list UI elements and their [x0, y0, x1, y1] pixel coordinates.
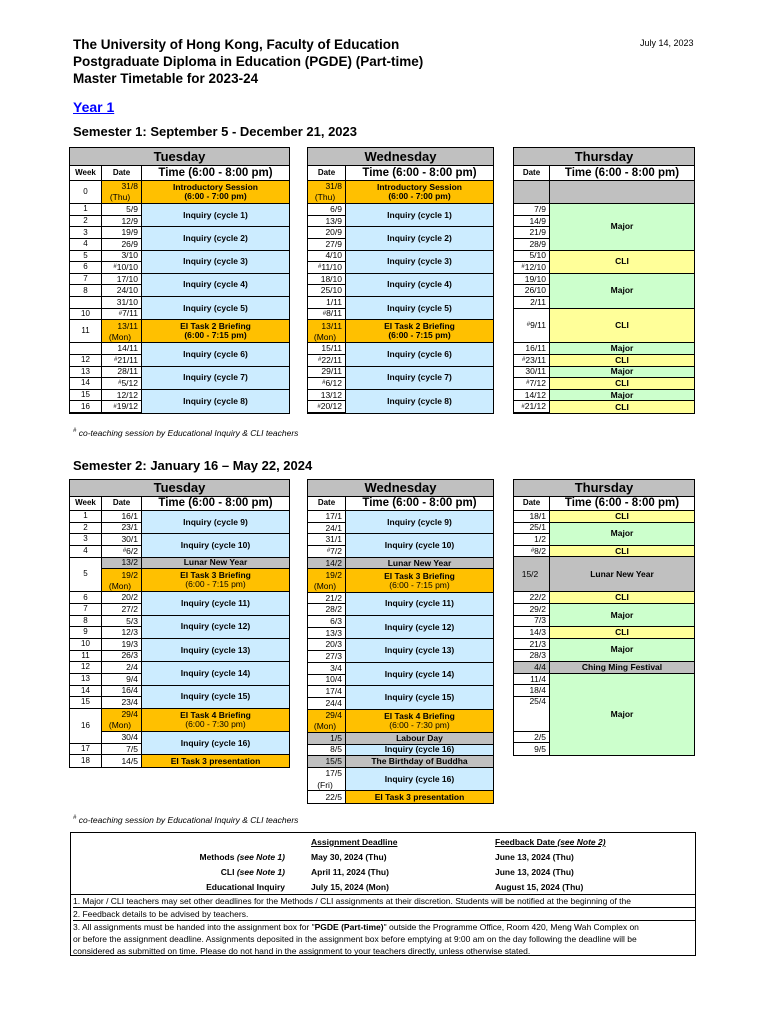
activity-cell: Inquiry (cycle 16) — [142, 732, 289, 755]
date-cell: # 9/11 — [514, 309, 550, 344]
date-cell: 17/1 — [308, 511, 346, 523]
date-cell: 14/12 — [514, 390, 550, 402]
date-cell: 27/2 — [102, 604, 142, 616]
date-cell: 29/4 — [308, 710, 346, 722]
activity-cell: Inquiry (cycle 5) — [346, 297, 493, 320]
activity-cell: Inquiry (cycle 15) — [142, 686, 289, 709]
week-cell: 13 — [70, 367, 102, 379]
activity-cell: Inquiry (cycle 5) — [142, 297, 289, 320]
activity-cell: Inquiry (cycle 3) — [346, 251, 493, 274]
day-header: Thursday — [514, 148, 694, 166]
date-cell: 31/1 — [308, 534, 346, 546]
date-cell: 24/10 — [102, 285, 142, 297]
week-cell: 3 — [70, 534, 102, 546]
week-cell: 16 — [70, 401, 102, 413]
activity-cell: Inquiry (cycle 16) — [346, 745, 493, 757]
week-cell: 14 — [70, 378, 102, 390]
date-cell: 2/5 — [514, 732, 550, 744]
note-3: 3. All assignments must be handed into the assignment box for "PGDE (Part-time)" outside the Programme Office, Room 420, Meng Wah Complex on or before the assignment deadline. Assignments deposited in the assignment box before emptying at 9:00 am on the day following the deadline will be considered as submitted on time. Please do not hand in the assignment to your teachers directly, unless otherwise stated. — [73, 922, 639, 956]
date-cell: # 21/11 — [102, 355, 142, 367]
date-cell: # 7/12 — [514, 378, 550, 390]
date-cell: 4/10 — [308, 251, 346, 263]
activity-cell: Inquiry (cycle 4) — [346, 274, 493, 297]
col-time: Time (6:00 - 8:00 pm) — [550, 166, 694, 181]
date-cell: 19/2 — [102, 569, 142, 581]
col-date: Date — [308, 166, 346, 181]
date-cell: 20/9 — [308, 227, 346, 239]
activity-cell: EI Task 4 Briefing (6:00 - 7:30 pm) — [142, 709, 289, 732]
week-cell: 0 — [70, 181, 102, 204]
activity-cell: Inquiry (cycle 11) — [142, 592, 289, 615]
date-cell: 27/9 — [308, 239, 346, 251]
activity-cell: Inquiry (cycle 15) — [346, 686, 493, 709]
date-cell: # 12/10 — [514, 262, 550, 274]
title-line-3: Master Timetable for 2023-24 — [73, 71, 259, 86]
activity-cell: The Birthday of Buddha — [346, 756, 493, 768]
date-cell: 30/4 — [102, 732, 142, 744]
title-line-2: Postgraduate Diploma in Education (PGDE) (Part-time) — [73, 54, 424, 69]
day-header: Tuesday — [70, 148, 289, 166]
activity-cell: Inquiry (cycle 13) — [142, 639, 289, 662]
assignment-deadline: May 30, 2024 (Thu) — [311, 852, 387, 862]
note-2: 2. Feedback details to be advised by teachers. — [73, 908, 695, 921]
date-cell: 17/10 — [102, 274, 142, 286]
col-time: Time (6:00 - 8:00 pm) — [142, 166, 289, 181]
date-cell: 28/11 — [102, 367, 142, 379]
week-cell: 1 — [70, 204, 102, 216]
activity-cell: CLI — [550, 309, 694, 344]
date-cell: (Mon) — [102, 332, 142, 344]
date-cell: 3/10 — [102, 251, 142, 263]
activity-cell: Major — [550, 639, 694, 662]
date-cell: 28/2 — [308, 604, 346, 616]
col-week: Week — [70, 166, 102, 181]
week-cell: 4 — [70, 239, 102, 251]
activity-cell: Inquiry (cycle 8) — [346, 390, 493, 413]
activity-cell: Major — [550, 343, 694, 355]
activity-cell: EI Task 2 Briefing (6:00 - 7:15 pm) — [142, 320, 289, 343]
date-cell: 13/11 — [308, 320, 346, 332]
date-cell: 7/3 — [514, 616, 550, 628]
date-cell: 14/3 — [514, 627, 550, 639]
year-link[interactable]: Year 1 — [73, 99, 115, 115]
date-cell: 10/4 — [308, 675, 346, 687]
activity-cell: CLI — [550, 251, 694, 274]
date-cell: 19/2 — [308, 569, 346, 581]
date-cell: 9/5 — [514, 743, 550, 755]
date-cell: 5/3 — [102, 616, 142, 628]
date-cell: 7/5 — [102, 744, 142, 756]
week-cell: 7 — [70, 604, 102, 616]
week-cell: 12 — [70, 355, 102, 367]
date-cell: (Fri) — [308, 780, 346, 792]
sem2-tuesday-table — [69, 479, 290, 768]
week-cell: 6 — [70, 262, 102, 274]
date-cell: (Thu) — [102, 193, 142, 205]
assignment-deadline: July 15, 2024 (Mon) — [311, 882, 389, 892]
day-header: Wednesday — [308, 148, 493, 166]
date-cell: 19/9 — [102, 227, 142, 239]
feedback-date: June 13, 2024 (Thu) — [495, 867, 574, 877]
col-time: Time (6:00 - 8:00 pm) — [346, 497, 493, 511]
col-date: Date — [514, 166, 550, 181]
date-cell: 21/3 — [514, 639, 550, 651]
date-cell: 17/4 — [308, 686, 346, 698]
sem1-thursday-table — [513, 147, 695, 414]
semester-1-heading: Semester 1: September 5 - December 21, 2023 — [73, 124, 357, 139]
date-cell: # 21/12 — [514, 401, 550, 413]
week-cell: 5 — [70, 251, 102, 263]
date-cell: 14/11 — [102, 343, 142, 355]
footnote-2: # co-teaching session by Educational Inquiry & CLI teachers — [73, 815, 299, 825]
semester-2-heading: Semester 2: January 16 – May 22, 2024 — [73, 458, 313, 473]
date-cell: 26/9 — [102, 239, 142, 251]
activity-cell: EI Task 3 Briefing (6:00 - 7:15 pm) — [142, 569, 289, 592]
date-cell: (Mon) — [102, 720, 142, 732]
activity-cell: CLI — [550, 592, 694, 604]
activity-cell: Inquiry (cycle 12) — [346, 616, 493, 639]
activity-cell: Inquiry (cycle 6) — [142, 343, 289, 366]
date-cell: 31/8 — [308, 181, 346, 193]
date-cell: 6/3 — [308, 616, 346, 628]
date-cell: 19/3 — [102, 639, 142, 651]
assignment-deadline-header: Assignment Deadline — [311, 837, 398, 847]
date-cell: 19/10 — [514, 274, 550, 286]
date-cell: 4/4 — [514, 662, 550, 674]
date-cell: 20/3 — [308, 639, 346, 651]
date-cell: 8/5 — [308, 745, 346, 757]
note-1: 1. Major / CLI teachers may set other deadlines for the Methods / CLI assignments at their discretion. Students will be notified at the beginning of the — [73, 895, 695, 908]
sem1-wednesday-table — [307, 147, 494, 414]
activity-cell: Inquiry (cycle 12) — [142, 616, 289, 639]
date-cell: 22/2 — [514, 592, 550, 604]
activity-cell: EI Task 2 Briefing (6:00 - 7:15 pm) — [346, 320, 493, 343]
assignment-deadline: April 11, 2024 (Thu) — [311, 867, 389, 877]
date-cell: 24/1 — [308, 523, 346, 535]
date-cell: # 8/2 — [514, 546, 550, 558]
activity-cell: Lunar New Year — [346, 558, 493, 570]
col-date: Date — [514, 497, 550, 511]
date-cell: 29/11 — [308, 367, 346, 379]
assignment-label: CLI (see Note 1) — [220, 867, 285, 877]
date-cell: 27/3 — [308, 651, 346, 663]
activity-cell: CLI — [550, 355, 694, 367]
day-header: Thursday — [514, 480, 694, 497]
week-cell: 13 — [70, 674, 102, 686]
date-cell: 12/9 — [102, 216, 142, 228]
date-cell: 16/1 — [102, 511, 142, 523]
co-teaching-mark: # — [113, 264, 117, 271]
date-cell: 15/2 — [514, 557, 550, 592]
week-cell: 5 — [70, 558, 102, 593]
week-cell: 12 — [70, 662, 102, 674]
activity-cell: Inquiry (cycle 7) — [142, 367, 289, 390]
date-cell: # 20/12 — [308, 401, 346, 413]
assignment-deadlines-box — [70, 832, 696, 956]
date-cell: 12/3 — [102, 627, 142, 639]
week-cell: 2 — [70, 523, 102, 535]
activity-cell: Inquiry (cycle 2) — [142, 227, 289, 250]
week-cell: 17 — [70, 744, 102, 756]
activity-cell: Inquiry (cycle 9) — [142, 511, 289, 534]
activity-cell: Inquiry (cycle 1) — [346, 204, 493, 227]
date-cell: 26/3 — [102, 651, 142, 663]
week-cell: 6 — [70, 592, 102, 604]
activity-cell: Major — [550, 390, 694, 402]
title-line-1: The University of Hong Kong, Faculty of Education — [73, 37, 400, 52]
activity-cell: EI Task 3 presentation — [346, 791, 493, 803]
date-cell: (Thu) — [308, 193, 346, 205]
date-cell: 23/1 — [102, 523, 142, 535]
activity-cell: Inquiry (cycle 14) — [142, 662, 289, 685]
date-cell: 2/4 — [102, 662, 142, 674]
week-cell: 2 — [70, 216, 102, 228]
col-time: Time (6:00 - 8:00 pm) — [142, 497, 289, 511]
activity-cell: EI Task 4 Briefing (6:00 - 7:30 pm) — [346, 710, 493, 733]
date-cell: 18/10 — [308, 274, 346, 286]
date-cell: # 6/12 — [308, 378, 346, 390]
col-time: Time (6:00 - 8:00 pm) — [550, 497, 694, 511]
activity-cell: Major — [550, 204, 694, 250]
date-cell: # 10/10 — [102, 262, 142, 274]
date-cell: (Mon) — [308, 581, 346, 593]
week-cell: 8 — [70, 285, 102, 297]
date-cell: 26/10 — [514, 285, 550, 297]
date-cell: # 6/2 — [102, 546, 142, 558]
week-cell: 9 — [70, 627, 102, 639]
date-cell: 21/9 — [514, 227, 550, 239]
date-cell: 23/4 — [102, 697, 142, 709]
date-cell: 2/11 — [514, 297, 550, 309]
footnote-1: # co-teaching session by Educational Inquiry & CLI teachers — [73, 428, 299, 438]
date-cell: # 11/10 — [308, 262, 346, 274]
document-title — [73, 36, 423, 87]
empty-cell — [514, 181, 550, 204]
empty-cell — [550, 181, 694, 204]
week-cell: 10 — [70, 639, 102, 651]
week-cell — [70, 343, 102, 355]
date-cell: 31/10 — [102, 297, 142, 309]
date-cell: # 7/2 — [308, 546, 346, 558]
date-cell: 3/4 — [308, 663, 346, 675]
week-cell: 16 — [70, 709, 102, 744]
activity-cell: Inquiry (cycle 14) — [346, 663, 493, 686]
date-cell: 30/1 — [102, 534, 142, 546]
date-cell: 28/3 — [514, 650, 550, 662]
activity-cell: Inquiry (cycle 6) — [346, 343, 493, 366]
date-cell: 17/5 — [308, 768, 346, 780]
week-cell: 15 — [70, 390, 102, 402]
date-cell: 25/1 — [514, 523, 550, 535]
date-cell: 5/9 — [102, 204, 142, 216]
activity-cell: Major — [550, 274, 694, 309]
activity-cell: CLI — [550, 401, 694, 413]
date-cell: 24/4 — [308, 698, 346, 710]
date-cell: # 7/11 — [102, 309, 142, 321]
date-cell: 13/2 — [102, 558, 142, 570]
col-week: Week — [70, 497, 102, 511]
activity-cell: Inquiry (cycle 2) — [346, 227, 493, 250]
date-cell: (Mon) — [308, 332, 346, 344]
date-cell: 15/11 — [308, 343, 346, 355]
date-cell: 15/5 — [308, 756, 346, 768]
date-cell: 14/9 — [514, 216, 550, 228]
feedback-date: June 13, 2024 (Thu) — [495, 852, 574, 862]
date-cell: 13/12 — [308, 390, 346, 402]
date-cell: 11/4 — [514, 674, 550, 686]
week-cell: 8 — [70, 616, 102, 628]
activity-cell: Inquiry (cycle 4) — [142, 274, 289, 297]
activity-cell: Ching Ming Festival — [550, 662, 694, 674]
date-cell: 1/11 — [308, 297, 346, 309]
activity-cell: Introductory Session (6:00 - 7:00 pm) — [346, 181, 493, 204]
col-date: Date — [308, 497, 346, 511]
date-cell: 22/5 — [308, 791, 346, 803]
date-cell: 13/11 — [102, 320, 142, 332]
date-cell: 16/11 — [514, 343, 550, 355]
feedback-date-header: Feedback Date (see Note 2) — [495, 837, 606, 847]
date-cell: 20/2 — [102, 592, 142, 604]
activity-cell: Inquiry (cycle 9) — [346, 511, 493, 534]
date-cell: # 5/12 — [102, 378, 142, 390]
week-cell: 11 — [70, 651, 102, 663]
date-cell: 6/9 — [308, 204, 346, 216]
assignment-notes — [71, 894, 695, 957]
sem2-wednesday-table — [307, 479, 494, 804]
activity-cell: CLI — [550, 511, 694, 523]
sem1-tuesday-table — [69, 147, 290, 414]
date-cell: # 8/11 — [308, 309, 346, 321]
assignment-label: Methods (see Note 1) — [199, 852, 285, 862]
date-cell: 5/10 — [514, 251, 550, 263]
week-cell — [70, 297, 102, 309]
date-cell: 9/4 — [102, 674, 142, 686]
activity-cell: Labour Day — [346, 733, 493, 745]
activity-cell: Inquiry (cycle 3) — [142, 251, 289, 274]
week-cell: 3 — [70, 227, 102, 239]
date-cell: 31/8 — [102, 181, 142, 193]
date-cell: 14/2 — [308, 558, 346, 570]
date-cell: 16/4 — [102, 686, 142, 698]
date-cell: 18/1 — [514, 511, 550, 523]
activity-cell: Inquiry (cycle 8) — [142, 390, 289, 413]
activity-cell: EI Task 3 Briefing (6:00 - 7:15 pm) — [346, 569, 493, 592]
col-date: Date — [102, 497, 142, 511]
date-cell: # 19/12 — [102, 401, 142, 413]
date-cell: 12/12 — [102, 390, 142, 402]
col-time: Time (6:00 - 8:00 pm) — [346, 166, 493, 181]
day-header: Tuesday — [70, 480, 289, 497]
week-cell: 7 — [70, 274, 102, 286]
week-cell: 11 — [70, 320, 102, 343]
date-cell: 30/11 — [514, 367, 550, 379]
activity-cell: Inquiry (cycle 11) — [346, 593, 493, 616]
activity-cell: Inquiry (cycle 10) — [142, 534, 289, 557]
week-cell: 1 — [70, 511, 102, 523]
activity-cell: Lunar New Year — [142, 558, 289, 570]
activity-cell: Lunar New Year — [550, 557, 694, 592]
date-cell: 18/4 — [514, 685, 550, 697]
activity-cell: Major — [550, 367, 694, 379]
date-cell: 1/5 — [308, 733, 346, 745]
activity-cell: Major — [550, 674, 694, 755]
date-cell: 1/2 — [514, 534, 550, 546]
date-cell: 29/2 — [514, 604, 550, 616]
date-cell: 13/3 — [308, 628, 346, 640]
date-cell: (Mon) — [102, 581, 142, 593]
week-cell: 4 — [70, 546, 102, 558]
feedback-date: August 15, 2024 (Thu) — [495, 882, 584, 892]
date-cell: (Mon) — [308, 721, 346, 733]
activity-cell: Inquiry (cycle 7) — [346, 367, 493, 390]
activity-cell: Inquiry (cycle 10) — [346, 534, 493, 557]
date-cell: 25/10 — [308, 285, 346, 297]
day-header: Wednesday — [308, 480, 493, 497]
date-cell: 25/4 — [514, 697, 550, 732]
date-cell: 14/5 — [102, 755, 142, 767]
assignment-label: Educational Inquiry — [206, 882, 285, 892]
activity-cell: Introductory Session (6:00 - 7:00 pm) — [142, 181, 289, 204]
date-cell: 13/9 — [308, 216, 346, 228]
activity-cell: EI Task 3 presentation — [142, 755, 289, 767]
activity-cell: CLI — [550, 378, 694, 390]
activity-cell: CLI — [550, 546, 694, 558]
activity-cell: CLI — [550, 627, 694, 639]
sem2-thursday-table — [513, 479, 695, 756]
activity-cell: Major — [550, 604, 694, 627]
week-cell: 18 — [70, 755, 102, 767]
date-cell: 21/2 — [308, 593, 346, 605]
date-cell: 7/9 — [514, 204, 550, 216]
document-date: July 14, 2023 — [640, 38, 694, 48]
date-cell: # 22/11 — [308, 355, 346, 367]
activity-cell: Inquiry (cycle 16) — [346, 768, 493, 791]
activity-cell: Inquiry (cycle 13) — [346, 639, 493, 662]
date-cell: 28/9 — [514, 239, 550, 251]
col-date: Date — [102, 166, 142, 181]
week-cell: 15 — [70, 697, 102, 709]
date-cell: 29/4 — [102, 709, 142, 721]
activity-cell: Inquiry (cycle 1) — [142, 204, 289, 227]
week-cell: 14 — [70, 686, 102, 698]
activity-cell: Major — [550, 523, 694, 546]
date-cell: # 23/11 — [514, 355, 550, 367]
week-cell: 10 — [70, 309, 102, 321]
